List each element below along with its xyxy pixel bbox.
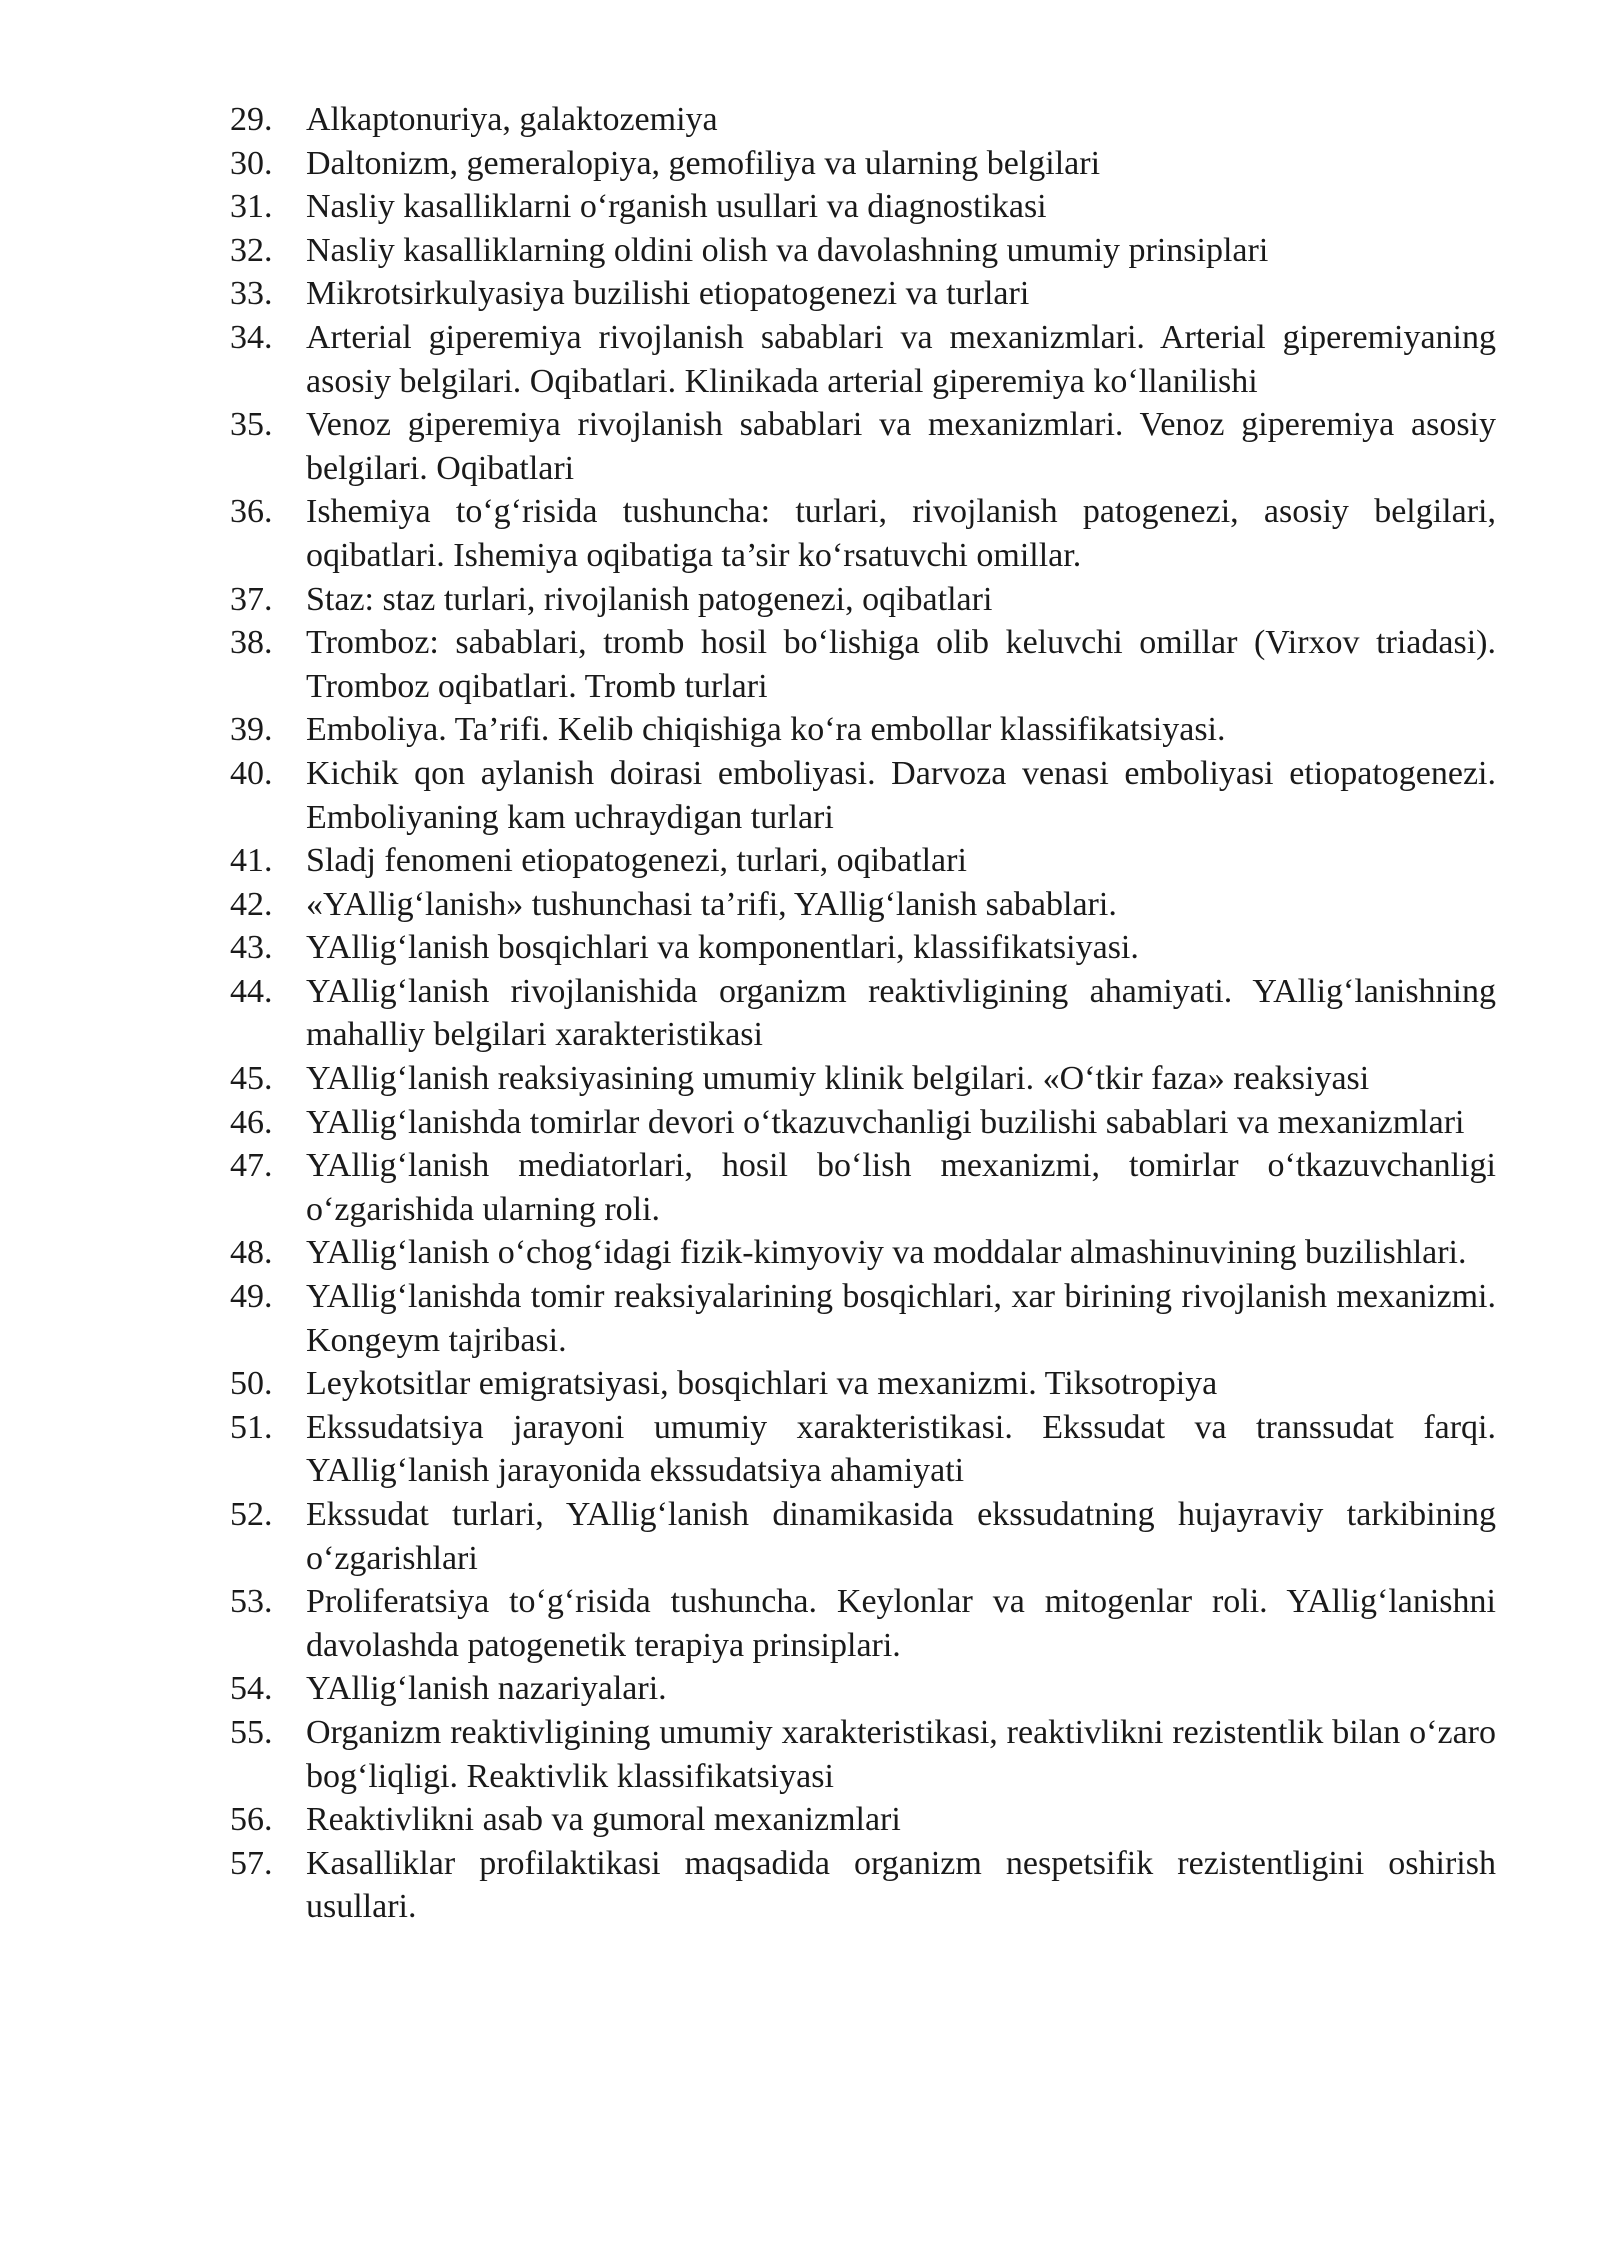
item-number: 38. bbox=[230, 624, 273, 662]
item-number: 32. bbox=[230, 231, 273, 269]
question-list bbox=[200, 98, 1496, 1929]
item-number: 57. bbox=[230, 1844, 273, 1882]
item-text: Reaktivlikni asab va gumoral mexanizmlari bbox=[306, 1801, 901, 1839]
item-text: Nasliy kasalliklarni o‘rganish usullari va diagnostikasi bbox=[306, 188, 1047, 226]
item-text: Emboliya. Ta’rifi. Kelib chiqishiga ko‘ra embollar klassifikatsiyasi. bbox=[306, 711, 1226, 749]
item-number: 55. bbox=[230, 1713, 273, 1751]
item-number: 41. bbox=[230, 842, 273, 880]
item-text: Ekssudat turlari, YAllig‘lanish dinamikasida ekssudatning hujayraviy tarkibining o‘zgarishlari bbox=[306, 1496, 1496, 1577]
item-text: Arterial giperemiya rivojlanish sabablari va mexanizmlari. Arterial giperemiyaning asosiy belgilari. Oqibatlari. Klinikada arterial giperemiya ko‘llanilishi bbox=[306, 318, 1496, 400]
list-item bbox=[200, 1711, 1496, 1798]
item-number: 47. bbox=[230, 1147, 273, 1185]
item-number: 42. bbox=[230, 885, 273, 923]
list-item bbox=[200, 839, 1496, 883]
item-text: Alkaptonuriya, galaktozemiya bbox=[306, 101, 718, 138]
list-item bbox=[200, 403, 1496, 490]
list-item bbox=[200, 98, 1496, 142]
list-item bbox=[200, 752, 1496, 839]
item-number: 30. bbox=[230, 144, 273, 182]
item-number: 44. bbox=[230, 972, 273, 1010]
list-item bbox=[200, 1144, 1496, 1231]
item-number: 52. bbox=[230, 1496, 273, 1533]
list-item bbox=[200, 621, 1496, 708]
item-number: 54. bbox=[230, 1670, 273, 1708]
list-item bbox=[200, 1101, 1496, 1145]
item-text: Leykotsitlar emigratsiyasi, bosqichlari va mexanizmi. Tiksotropiya bbox=[306, 1365, 1218, 1403]
list-item bbox=[200, 708, 1496, 752]
item-text: Tromboz: sabablari, tromb hosil bo‘lishiga olib keluvchi omillar (Virxov triadasi). Tromboz oqibatlari. Tromb turlari bbox=[306, 624, 1496, 705]
list-item bbox=[200, 316, 1496, 403]
item-number: 37. bbox=[230, 580, 273, 618]
item-number: 49. bbox=[230, 1278, 273, 1316]
item-text: YAllig‘lanishda tomir reaksiyalarining bosqichlari, xar birining rivojlanish mexanizmi. Kongeym tajribasi. bbox=[306, 1278, 1496, 1359]
item-text: Organizm reaktivligining umumiy xarakteristikasi, reaktivlikni rezistentlik bilan o‘zaro bog‘liqligi. Reaktivlik klassifikatsiyasi bbox=[306, 1713, 1496, 1795]
list-item bbox=[200, 1057, 1496, 1101]
item-number: 45. bbox=[230, 1060, 273, 1098]
item-text: YAllig‘lanish mediatorlari, hosil bo‘lish mexanizmi, tomirlar o‘tkazuvchanligi o‘zgarishida ularning roli. bbox=[306, 1147, 1496, 1228]
list-item bbox=[200, 1231, 1496, 1275]
list-item bbox=[200, 1580, 1496, 1667]
item-text: «YAllig‘lanish» tushunchasi ta’rifi, YAllig‘lanish sabablari. bbox=[306, 885, 1117, 923]
item-text: Proliferatsiya to‘g‘risida tushuncha. Keylonlar va mitogenlar roli. YAllig‘lanishni davolashda patogenetik terapiya prinsiplari. bbox=[306, 1583, 1496, 1664]
item-text: YAllig‘lanishda tomirlar devori o‘tkazuvchanligi buzilishi sabablari va mexanizmlari bbox=[306, 1103, 1465, 1141]
item-text: YAllig‘lanish nazariyalari. bbox=[306, 1670, 667, 1708]
list-item bbox=[200, 1667, 1496, 1711]
list-item bbox=[200, 1362, 1496, 1406]
item-number: 36. bbox=[230, 493, 273, 531]
item-number: 50. bbox=[230, 1365, 273, 1403]
list-item bbox=[200, 578, 1496, 622]
item-number: 46. bbox=[230, 1103, 273, 1141]
item-text: Sladj fenomeni etiopatogenezi, turlari, oqibatlari bbox=[306, 842, 967, 880]
item-text: Ekssudatsiya jarayoni umumiy xarakteristikasi. Ekssudat va transsudat farqi. YAllig‘lanish jarayonida ekssudatsiya ahamiyati bbox=[306, 1408, 1496, 1490]
list-item bbox=[200, 142, 1496, 186]
list-item bbox=[200, 1406, 1496, 1493]
list-item bbox=[200, 926, 1496, 970]
item-number: 56. bbox=[230, 1801, 273, 1839]
item-text: YAllig‘lanish reaksiyasining umumiy klinik belgilari. «O‘tkir faza» reaksiyasi bbox=[306, 1060, 1370, 1098]
item-text: YAllig‘lanish bosqichlari va komponentlari, klassifikatsiyasi. bbox=[306, 929, 1139, 967]
item-text: Kichik qon aylanish doirasi emboliyasi. Darvoza venasi emboliyasi etiopatogenezi. Emboliyaning kam uchraydigan turlari bbox=[306, 754, 1496, 836]
list-item bbox=[200, 490, 1496, 577]
list-item bbox=[200, 1798, 1496, 1842]
item-number: 29. bbox=[230, 101, 273, 138]
item-number: 51. bbox=[230, 1408, 273, 1446]
item-text: Daltonizm, gemeralopiya, gemofiliya va ularning belgilari bbox=[306, 144, 1101, 182]
list-item bbox=[200, 229, 1496, 273]
list-item bbox=[200, 1493, 1496, 1580]
item-number: 33. bbox=[230, 275, 273, 313]
item-text: Venoz giperemiya rivojlanish sabablari va mexanizmlari. Venoz giperemiya asosiy belgilari. Oqibatlari bbox=[306, 406, 1496, 487]
item-text: Staz: staz turlari, rivojlanish patogenezi, oqibatlari bbox=[306, 580, 993, 618]
item-text: Ishemiya to‘g‘risida tushuncha: turlari, rivojlanish patogenezi, asosiy belgilari, oqibatlari. Ishemiya oqibatiga ta’sir ko‘rsatuvchi omillar. bbox=[306, 493, 1496, 574]
list-item bbox=[200, 185, 1496, 229]
item-text: YAllig‘lanish o‘chog‘idagi fizik-kimyoviy va moddalar almashinuvining buzilishlari. bbox=[306, 1234, 1467, 1272]
item-number: 39. bbox=[230, 711, 273, 749]
item-text: Nasliy kasalliklarning oldini olish va davolashning umumiy prinsiplari bbox=[306, 231, 1269, 269]
item-number: 48. bbox=[230, 1234, 273, 1272]
item-number: 34. bbox=[230, 318, 273, 356]
item-text: Kasalliklar profilaktikasi maqsadida organizm nespetsifik rezistentligini oshirish usullari. bbox=[306, 1844, 1496, 1926]
item-number: 43. bbox=[230, 929, 273, 967]
item-text: Mikrotsirkulyasiya buzilishi etiopatogenezi va turlari bbox=[306, 275, 1030, 313]
list-item bbox=[200, 1275, 1496, 1362]
item-text: YAllig‘lanish rivojlanishida organizm reaktivligining ahamiyati. YAllig‘lanishning mahalliy belgilari xarakteristikasi bbox=[306, 972, 1496, 1054]
list-item bbox=[200, 970, 1496, 1057]
item-number: 40. bbox=[230, 754, 273, 792]
list-item bbox=[200, 272, 1496, 316]
item-number: 35. bbox=[230, 406, 273, 444]
list-item bbox=[200, 883, 1496, 927]
item-number: 53. bbox=[230, 1583, 273, 1621]
item-number: 31. bbox=[230, 188, 273, 226]
list-item bbox=[200, 1842, 1496, 1929]
